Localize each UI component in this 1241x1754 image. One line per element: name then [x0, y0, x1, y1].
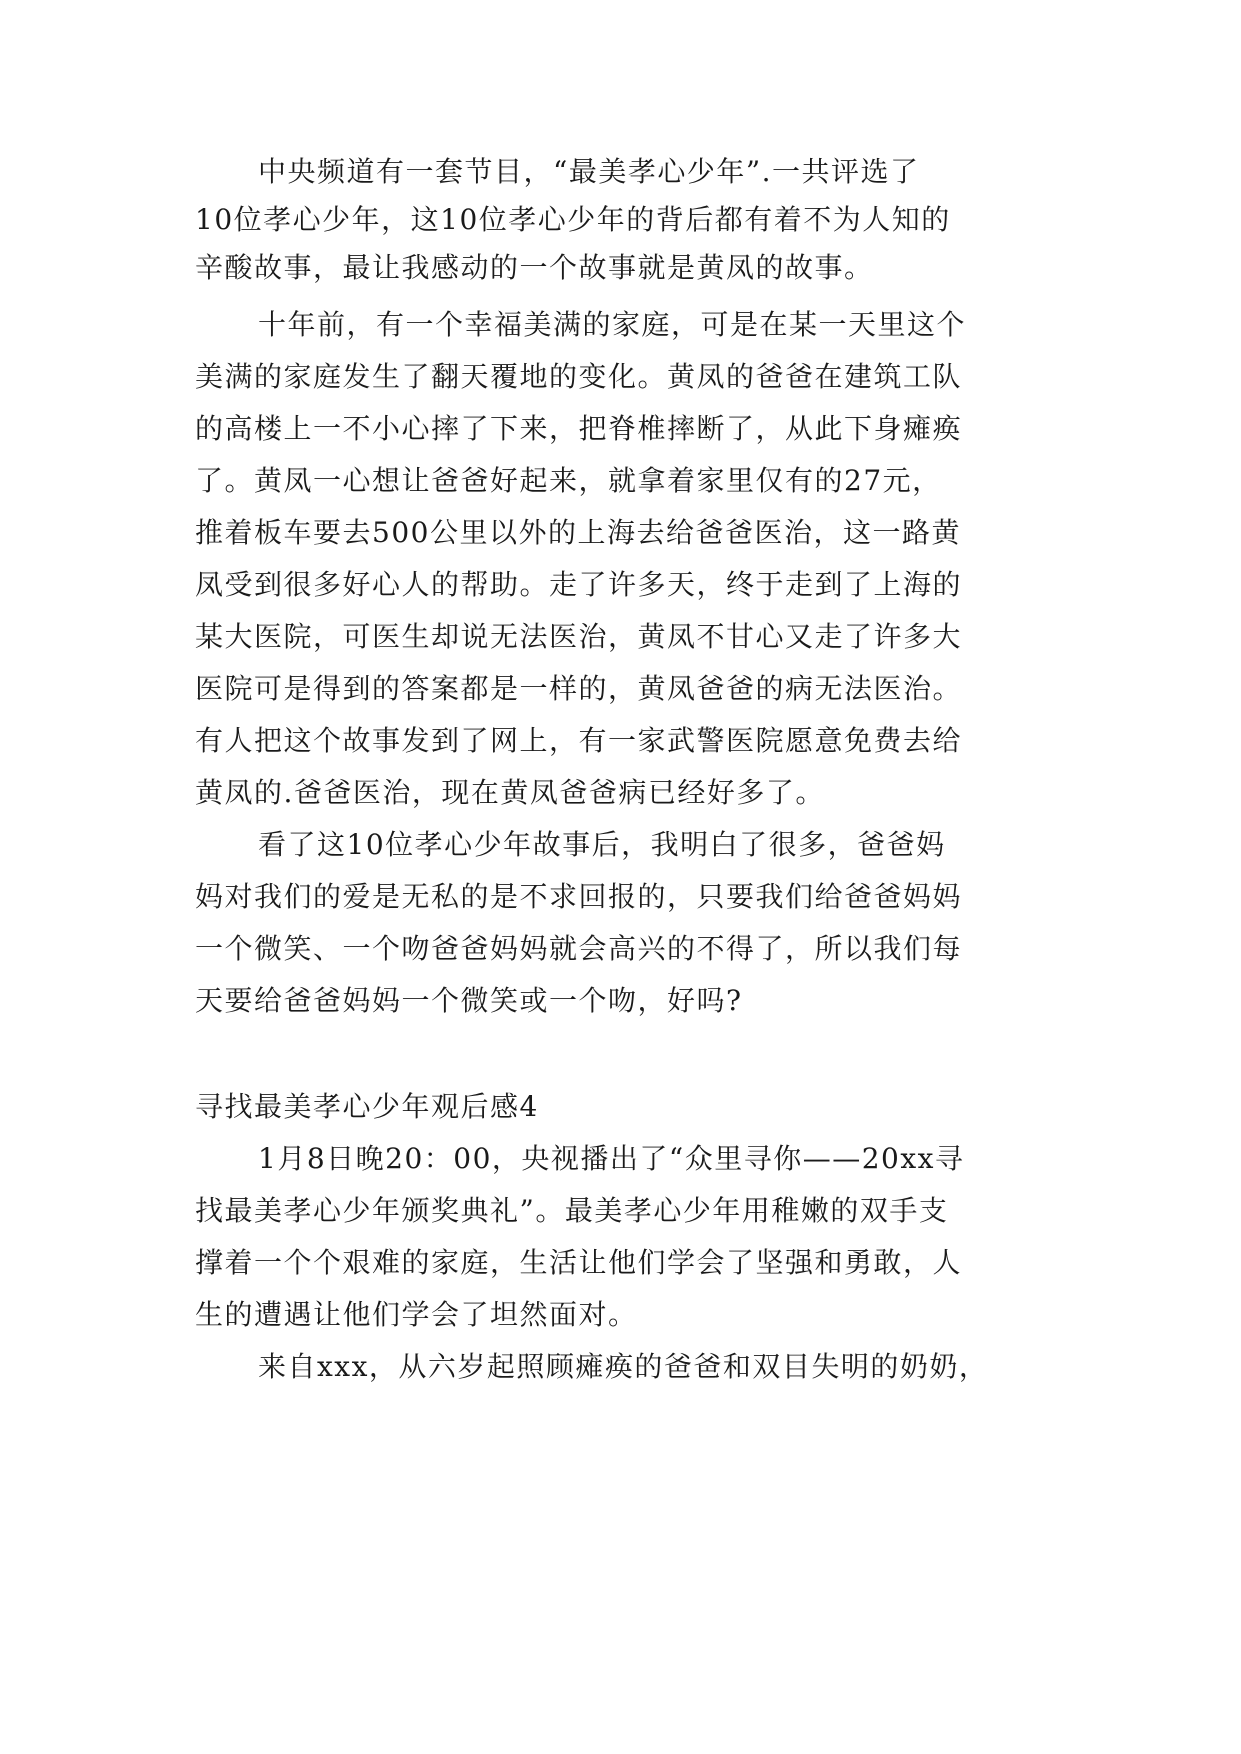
- paragraph-2-line-9: 有人把这个故事发到了网上，有一家武警医院愿意免费去给: [195, 724, 963, 757]
- paragraph-2-line-7: 某大医院，可医生却说无法医治，黄凤不甘心又走了许多大: [195, 620, 963, 653]
- paragraph-2-line-4: 了。黄凤一心想让爸爸好起来，就拿着家里仅有的27元，: [195, 464, 942, 497]
- paragraph-2-line-10: 黄凤的.爸爸医治，现在黄凤爸爸病已经好多了。: [195, 776, 825, 809]
- paragraph-2-line-6: 凤受到很多好心人的帮助。走了许多天，终于走到了上海的: [195, 568, 963, 601]
- paragraph-4-line-3: 撑着一个个艰难的家庭，生活让他们学会了坚强和勇敢，人: [195, 1246, 963, 1279]
- paragraph-3-line-3: 一个微笑、一个吻爸爸妈妈就会高兴的不得了，所以我们每: [195, 932, 963, 965]
- paragraph-2-line-1: 十年前，有一个幸福美满的家庭，可是在某一天里这个: [258, 308, 967, 341]
- paragraph-2-line-3: 的高楼上一不小心摔了下来，把脊椎摔断了，从此下身瘫痪: [195, 412, 963, 445]
- paragraph-4-line-1: 1月8日晚20：00，央视播出了“众里寻你——20xx寻: [258, 1142, 965, 1175]
- paragraph-1-line-2: 10位孝心少年，这10位孝心少年的背后都有着不为人知的: [195, 203, 951, 236]
- paragraph-4-line-2: 找最美孝心少年颁奖典礼”。最美孝心少年用稚嫩的双手支: [195, 1194, 949, 1227]
- paragraph-2-line-5: 推着板车要去500公里以外的上海去给爸爸医治，这一路黄: [195, 516, 961, 549]
- paragraph-3-line-4: 天要给爸爸妈妈一个微笑或一个吻，好吗?: [195, 984, 743, 1017]
- paragraph-2-line-8: 医院可是得到的答案都是一样的，黄凤爸爸的病无法医治。: [195, 672, 963, 705]
- paragraph-2-line-2: 美满的家庭发生了翻天覆地的变化。黄凤的爸爸在建筑工队: [195, 360, 963, 393]
- paragraph-5-line-1: 来自xxx，从六岁起照顾瘫痪的爸爸和双目失明的奶奶，: [258, 1350, 989, 1383]
- section-heading: 寻找最美孝心少年观后感4: [195, 1090, 539, 1123]
- paragraph-1-line-1: 中央频道有一套节目，“最美孝心少年”.一共评选了: [258, 155, 920, 188]
- paragraph-3-line-2: 妈对我们的爱是无私的是不求回报的，只要我们给爸爸妈妈: [195, 880, 963, 913]
- paragraph-4-line-4: 生的遭遇让他们学会了坦然面对。: [195, 1298, 638, 1331]
- paragraph-3-line-1: 看了这10位孝心少年故事后，我明白了很多，爸爸妈: [258, 828, 946, 861]
- paragraph-1-line-3: 辛酸故事，最让我感动的一个故事就是黄凤的故事。: [195, 251, 874, 284]
